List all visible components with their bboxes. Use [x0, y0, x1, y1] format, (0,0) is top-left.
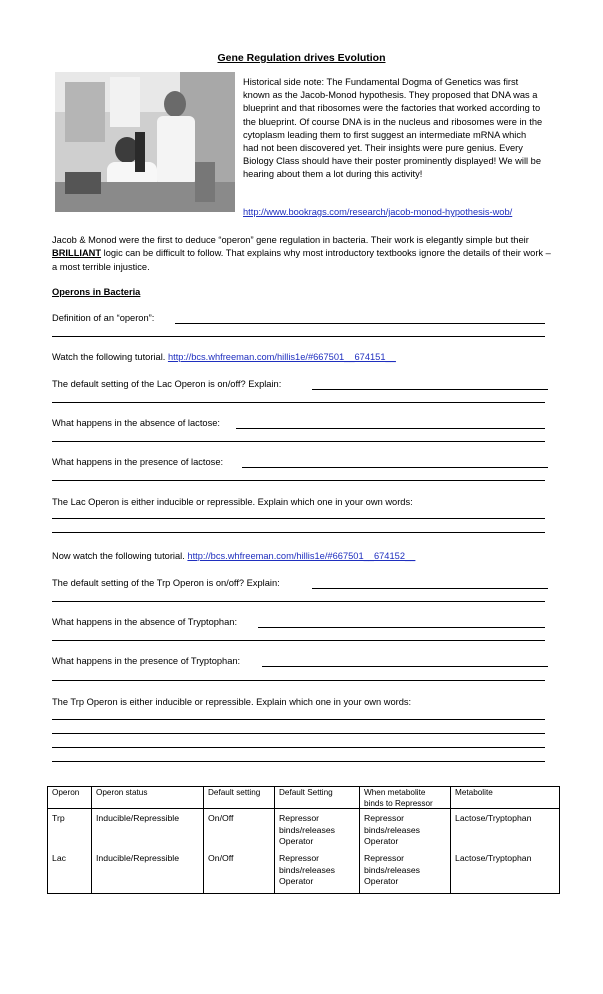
lac-absence-label: What happens in the absence of lactose: [52, 418, 220, 428]
table-row [47, 851, 560, 891]
lac-default-answer-line-2[interactable] [52, 402, 545, 403]
trp-absence-label: What happens in the absence of Tryptophan: [52, 617, 238, 627]
table-header-cell: Operon [52, 788, 80, 797]
watch1-text: Watch the following tutorial. [52, 352, 166, 362]
lac-inducible-answer-line-2[interactable] [52, 532, 545, 533]
table-row [47, 811, 560, 851]
trp-absence-answer-line-1[interactable] [258, 627, 545, 628]
table-cell[interactable]: On/Off [208, 853, 234, 863]
lac-presence-label: What happens in the presence of lactose: [52, 457, 224, 467]
side-note-text: Historical side note: The Fundamental Dogma of Genetics was first known as the Jacob-Monod hypothesis. They proposed that DNA was a blueprint and that ribosomes were the factories that worked according to the blueprint. Of course DNA is in the nucleus and ribosomes were in the cytoplasm leading them to first suggest an intermediate mRNA which had not been discovered yet. Their insights were pure genius. Every Biology Class should have their poster prominently displayed! We will be hearing about them a lot during this activity! [243, 77, 543, 180]
trp-default-question [52, 578, 280, 588]
definition-question [52, 313, 154, 323]
table-header-cell: Metabolite [455, 788, 493, 797]
historical-side-note [243, 76, 543, 182]
table-cell[interactable]: Lactose/Tryptophan [455, 813, 532, 823]
lac-presence-question [52, 457, 223, 467]
trp-absence-answer-line-2[interactable] [52, 640, 545, 641]
table-header-cell: Operon status [96, 788, 148, 797]
trp-default-answer-line-2[interactable] [52, 601, 545, 602]
table-cell: Lac [52, 853, 67, 863]
trp-inducible-answer-line-4[interactable] [52, 761, 545, 762]
lac-default-label: The default setting of the Lac Operon is on/off? Explain: [52, 379, 282, 389]
trp-presence-answer-line-1[interactable] [262, 666, 548, 667]
lac-absence-question [52, 418, 220, 428]
lac-inducible-question [52, 497, 413, 507]
trp-inducible-answer-line-1[interactable] [52, 719, 545, 720]
trp-inducible-question [52, 697, 411, 707]
operon-table [47, 786, 560, 891]
table-cell[interactable]: On/Off [208, 813, 234, 823]
trp-absence-question [52, 617, 237, 627]
table-cell[interactable]: Repressor binds/releases Operator [364, 813, 421, 846]
lac-inducible-label: The Lac Operon is either inducible or repressible. Explain which one in your own words: [52, 497, 413, 507]
lac-absence-answer-line-1[interactable] [236, 428, 545, 429]
lac-absence-answer-line-2[interactable] [52, 441, 545, 442]
table-header-cell: Default Setting [279, 788, 333, 797]
table-cell[interactable]: Repressor binds/releases Operator [364, 853, 421, 886]
table-cell[interactable]: Inducible/Repressible [96, 853, 180, 863]
jacob-monod-photo [55, 72, 235, 212]
definition-label: Definition of an “operon”: [52, 313, 155, 323]
trp-default-answer-line-1[interactable] [312, 588, 548, 589]
lac-inducible-answer-line-1[interactable] [52, 518, 545, 519]
definition-answer-line-2[interactable] [52, 336, 545, 337]
table-header-cell: Default setting [208, 788, 261, 797]
watch2-text: Now watch the following tutorial. [52, 551, 185, 561]
table-cell[interactable]: Repressor binds/releases Operator [279, 813, 336, 846]
intro-emphasis: BRILLIANT [52, 248, 102, 259]
table-header-row [47, 786, 560, 811]
tutorial-link-1[interactable]: http://bcs.whfreeman.com/hillis1e/#667501__674151__ [167, 352, 396, 362]
trp-presence-question [52, 656, 240, 666]
lac-default-answer-line-1[interactable] [312, 389, 548, 390]
trp-presence-label: What happens in the presence of Tryptophan: [52, 656, 241, 666]
table-cell[interactable]: Repressor binds/releases Operator [279, 853, 336, 886]
lac-default-question [52, 379, 281, 389]
tutorial-link-2[interactable]: http://bcs.whfreeman.com/hillis1e/#667501__674152__ [187, 551, 416, 561]
trp-inducible-answer-line-3[interactable] [52, 747, 545, 748]
table-cell: Trp [52, 813, 65, 823]
intro-paragraph [52, 234, 552, 274]
section-heading: Operons in Bacteria [52, 287, 141, 297]
watch-tutorial-1 [52, 352, 396, 362]
table-cell[interactable]: Inducible/Repressible [96, 813, 180, 823]
trp-default-label: The default setting of the Trp Operon is on/off? Explain: [52, 578, 280, 588]
lac-presence-answer-line-2[interactable] [52, 480, 545, 481]
watch-tutorial-2 [52, 551, 415, 561]
table-cell[interactable]: Lactose/Tryptophan [455, 853, 532, 863]
jacob-monod-link[interactable]: http://www.bookrags.com/research/jacob-monod-hypothesis-wob/ [243, 207, 513, 217]
definition-answer-line-1[interactable] [175, 323, 545, 324]
page-title: Gene Regulation drives Evolution [217, 52, 386, 64]
trp-presence-answer-line-2[interactable] [52, 680, 545, 681]
trp-inducible-label: The Trp Operon is either inducible or repressible. Explain which one in your own words: [52, 697, 412, 707]
lab-photo-icon [55, 72, 235, 212]
intro-part1: Jacob & Monod were the first to deduce “operon” gene regulation in bacteria. Their work is elegantly simple but their [52, 235, 529, 245]
trp-inducible-answer-line-2[interactable] [52, 733, 545, 734]
table-header-cell: When metabolite binds to Repressor [364, 788, 433, 808]
intro-part2: logic can be difficult to follow. That explains why most introductory textbooks ignore the details of their work – a most terrible injustice. [52, 248, 551, 272]
lac-presence-answer-line-1[interactable] [242, 467, 548, 468]
